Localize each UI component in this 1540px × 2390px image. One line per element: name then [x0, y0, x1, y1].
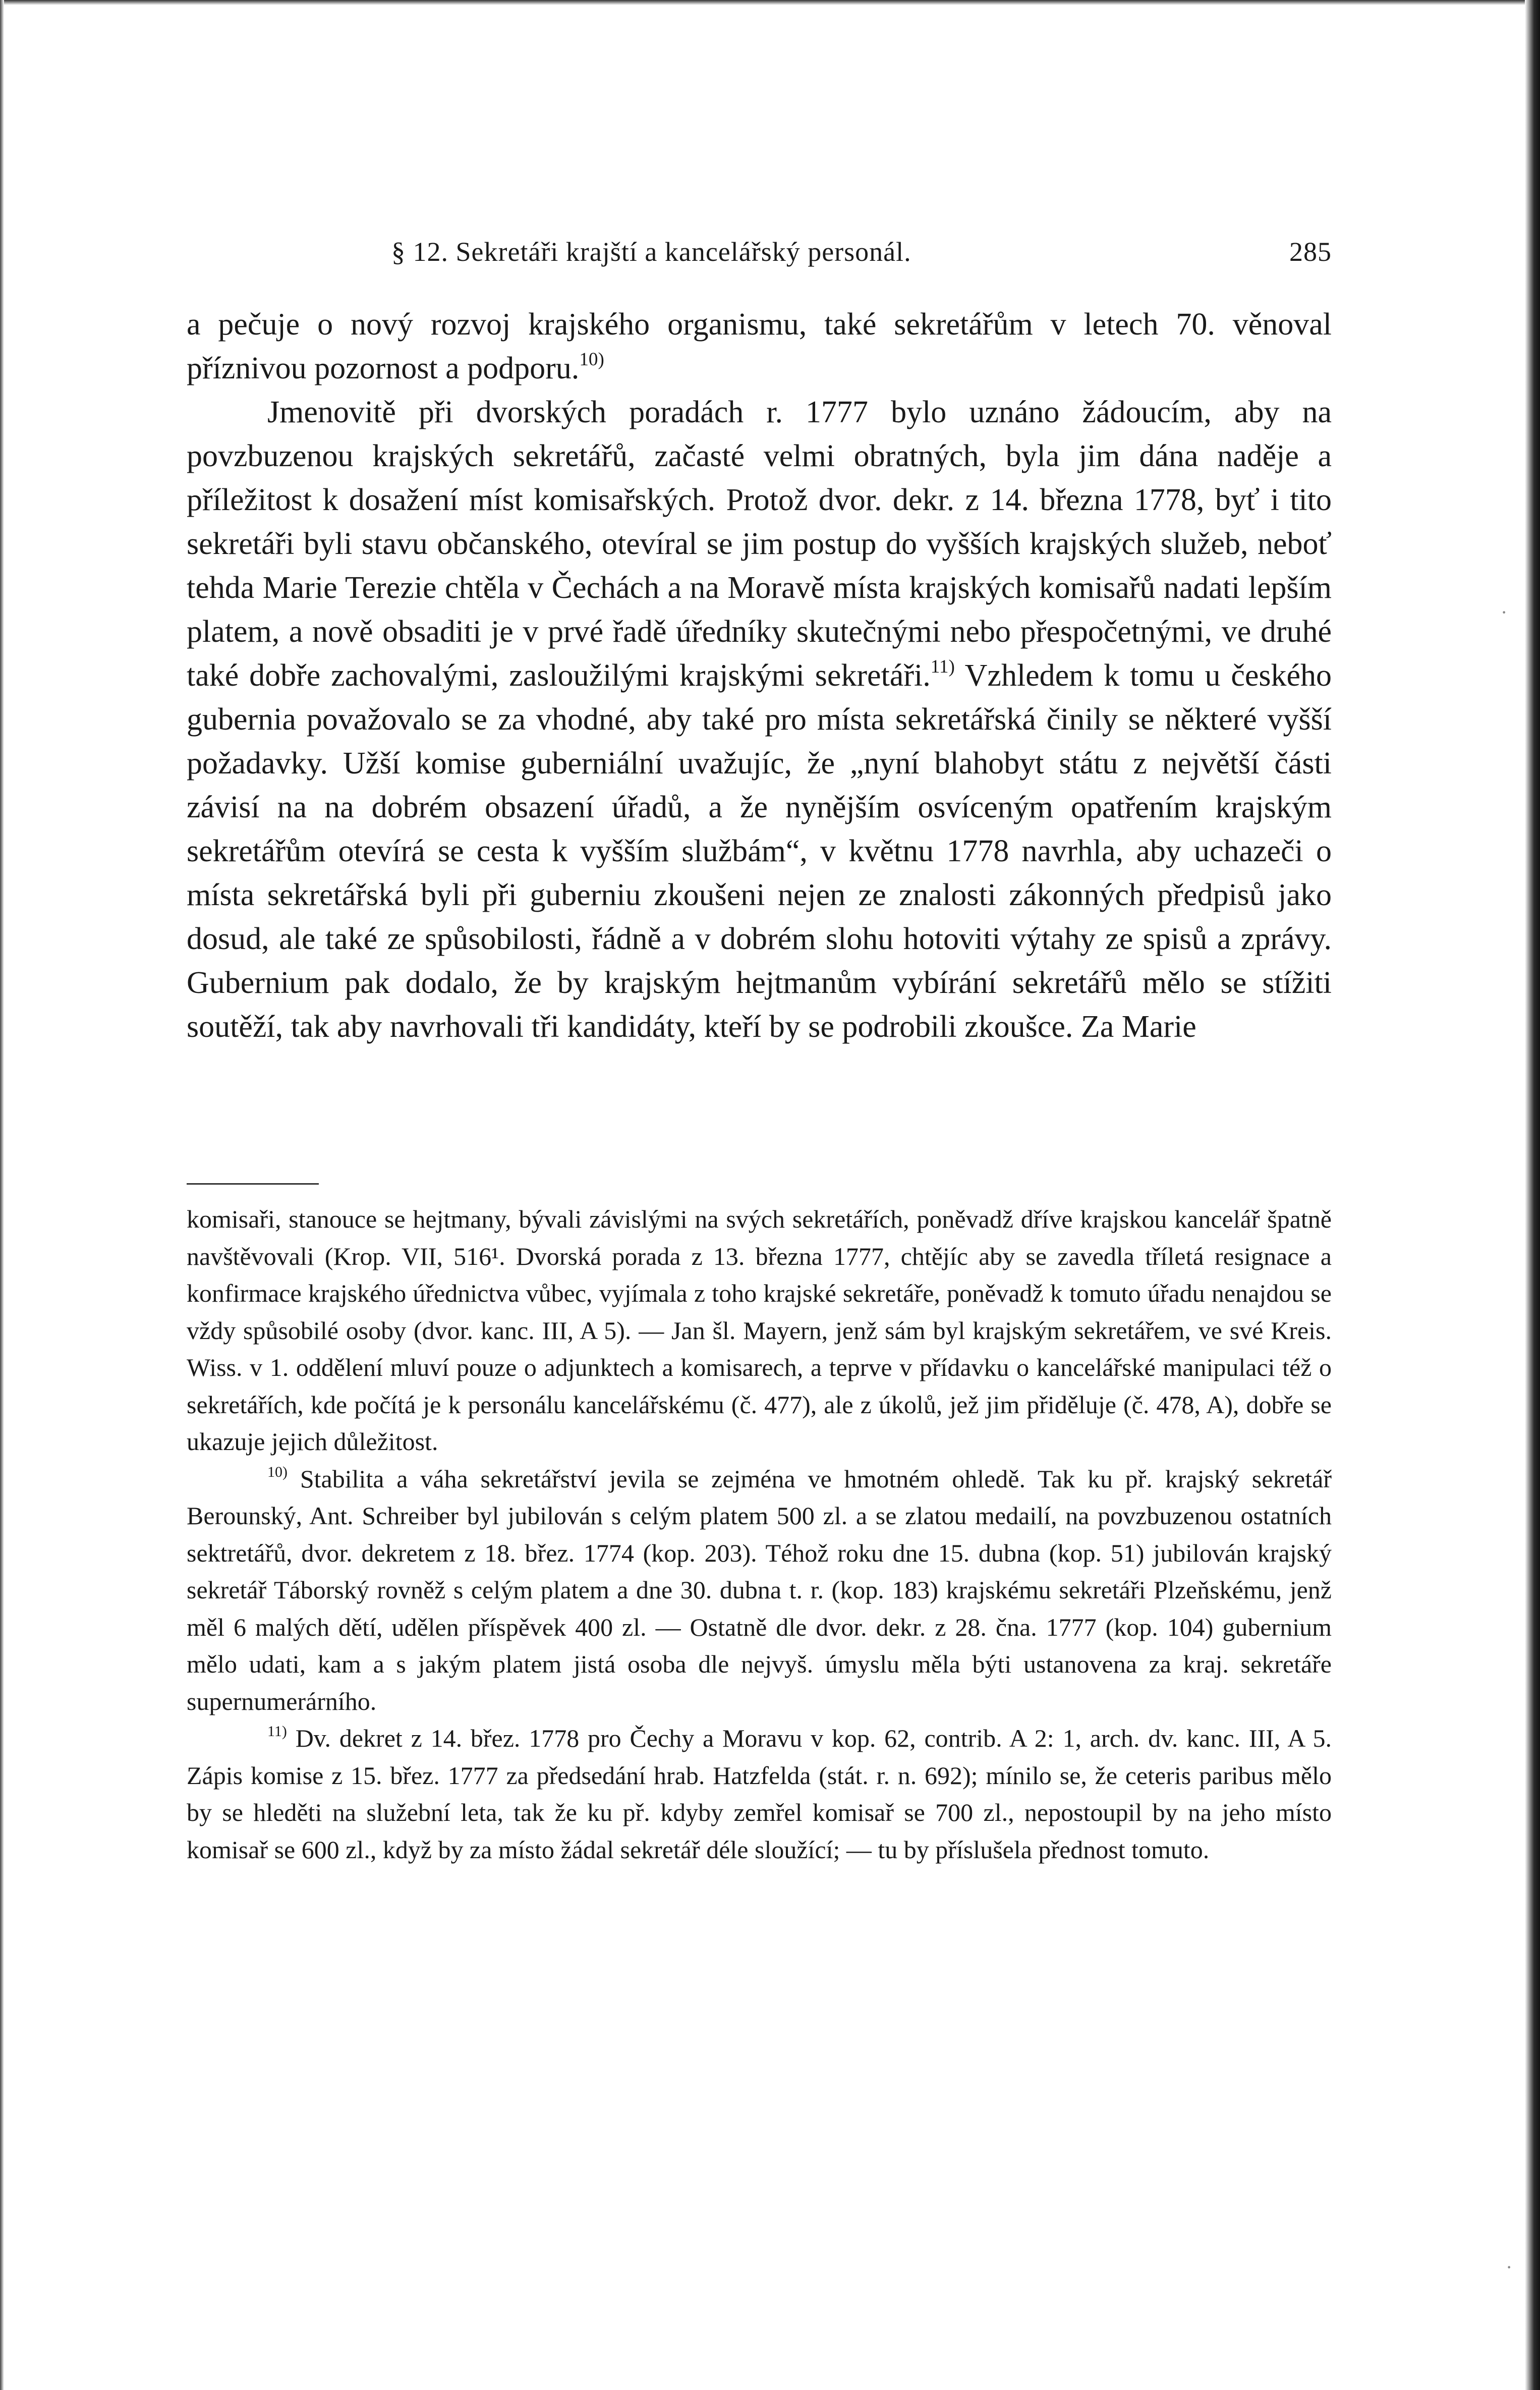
section-title: § 12. Sekretáři krajští a kancelářský personál.	[391, 237, 911, 267]
footnote-continued: komisaři, stanouce se hejtmany, bývali závislými na svých sekretářích, poněvadž dříve krajskou kancelář špatně navštěvovali (Krop. VII, 516¹. Dvorská porada z 13. března 1777, chtějíc aby se zavedla tříletá resignace a konfirmace krajského úřednictva vůbec, vyjímala z toho krajské sekretáře, poněvadž k tomuto úřadu nenajdou se vždy spůsobilé osoby (dvor. kanc. III, A 5). — Jan šl. Mayern, jenž sám byl krajským sekretářem, ve své Kreis. Wiss. v 1. oddělení mluví pouze o adjunktech a komisarech, a teprve v přídavku o kancelářské manipulaci též o sekretářích, kde počítá je k personálu kancelářskému (č. 477), ale z úkolů, jež jim přiděluje (č. 478, A), dobře se ukazuje jejich důležitost.	[187, 1205, 1332, 1456]
page-number: 285	[1289, 237, 1332, 267]
page-edge-top	[0, 0, 1540, 5]
paragraph-text-continued: Vzhledem k tomu u českého gubernia považovalo se za vhodné, aby také pro místa sekretářská činily se některé vyšší požadavky. Užší komise guberniální uvažujíc, že „nyní blahobyt státu z největší části závisí na na dobrém obsazení úřadů, a že nynějším osvíceným opatřením krajským sekretářům otevírá se cesta k vyšším službám“, v květnu 1778 navrhla, aby uchazeči o místa sekretářská byli při guberniu zkoušeni nejen ze znalosti zákonných předpisů jako dosud, ale také ze spůsobilosti, řádně a v dobrém slohu hotoviti výtahy ze spisů a zprávy. Gubernium pak dodalo, že by krajským hejtmanům vybírání sekretářů mělo se stížiti soutěží, tak aby navrhovali tři kandidáty, kteří by se podrobili zkoušce. Za Marie	[187, 658, 1332, 1044]
footnote-separator	[187, 1183, 319, 1185]
footnote-mark-10: 10)	[267, 1463, 288, 1480]
paragraph-text: Jmenovitě při dvorských poradách r. 1777 bylo uznáno žádoucím, aby na povzbuzenou krajských sekretářů, začasté velmi obratných, byla jim dána naděje a příležitost k dosažení míst komisařských. Protož dvor. dekr. z 14. března 1778, byť i tito sekretáři byli stavu občanského, otevíral se jim postup do vyšších krajských služeb, neboť tehda Marie Terezie chtěla v Čechách a na Moravě místa krajských komisařů nadati lepším platem, a nově obsaditi je v prvé řadě úředníky skutečnými nebo přespočetnými, ve druhé také dobře zachovalými, zasloužilými krajskými sekretáři.	[187, 395, 1332, 693]
footnote-text: Dv. dekret z 14. břez. 1778 pro Čechy a Moravu v kop. 62, contrib. A 2: 1, arch. dv. kanc. III, A 5. Zápis komise z 15. břez. 1777 za předsedání hrab. Hatzfelda (stát. r. n. 692); mínilo se, že ceteris paribus mělo by se hleděti na služební leta, tak že ku př. kdyby zemřel komisař se 700 zl., nepostoupil by na jeho místo komisař se 600 zl., když by za místo žádal sekretář déle sloužící; — tu by příslušela přednost tomuto.	[187, 1724, 1332, 1864]
page-edge-left	[0, 0, 4, 2390]
paragraph-2	[187, 391, 1332, 1049]
footnote-ref-10: 10)	[579, 349, 604, 370]
footnote-ref-11: 11)	[930, 656, 955, 677]
footnotes	[187, 1201, 1332, 1868]
paragraph-1	[187, 303, 1332, 391]
footnote-11	[187, 1720, 1332, 1868]
footnote-10	[187, 1461, 1332, 1720]
footnote-mark-11: 11)	[267, 1723, 287, 1740]
running-head	[187, 236, 1332, 271]
paragraph-text: a pečuje o nový rozvoj krajského organismu, také sekretářům v letech 70. věnoval příznivou pozornost a podporu.	[187, 307, 1332, 385]
page-edge-right	[1525, 0, 1540, 2390]
main-text	[187, 303, 1332, 1049]
margin-speck: ·	[1506, 2256, 1513, 2278]
footnote-text: Stabilita a váha sekretářství jevila se zejména ve hmotném ohledě. Tak ku př. krajský sekretář Berounský, Ant. Schreiber byl jubilován s celým platem 500 zl. a se zlatou medailí, na povzbuzenou ostatních sektretářů, dvor. dekretem z 18. břez. 1774 (kop. 203). Téhož roku dne 15. dubna (kop. 51) jubilován krajský sekretář Táborský rovněž s celým platem a dne 30. dubna t. r. (kop. 183) krajskému sekretáři Plzeňskému, jenž měl 6 malých dětí, udělen příspěvek 400 zl. — Ostatně dle dvor. dekr. z 28. čna. 1777 (kop. 104) gubernium mělo udati, kam a s jakým platem jistá osoba dle nejvyš. úmyslu měla býti ustanovena za kraj. sekretáře supernumerárního.	[187, 1464, 1332, 1715]
margin-speck: ·	[1501, 601, 1508, 624]
